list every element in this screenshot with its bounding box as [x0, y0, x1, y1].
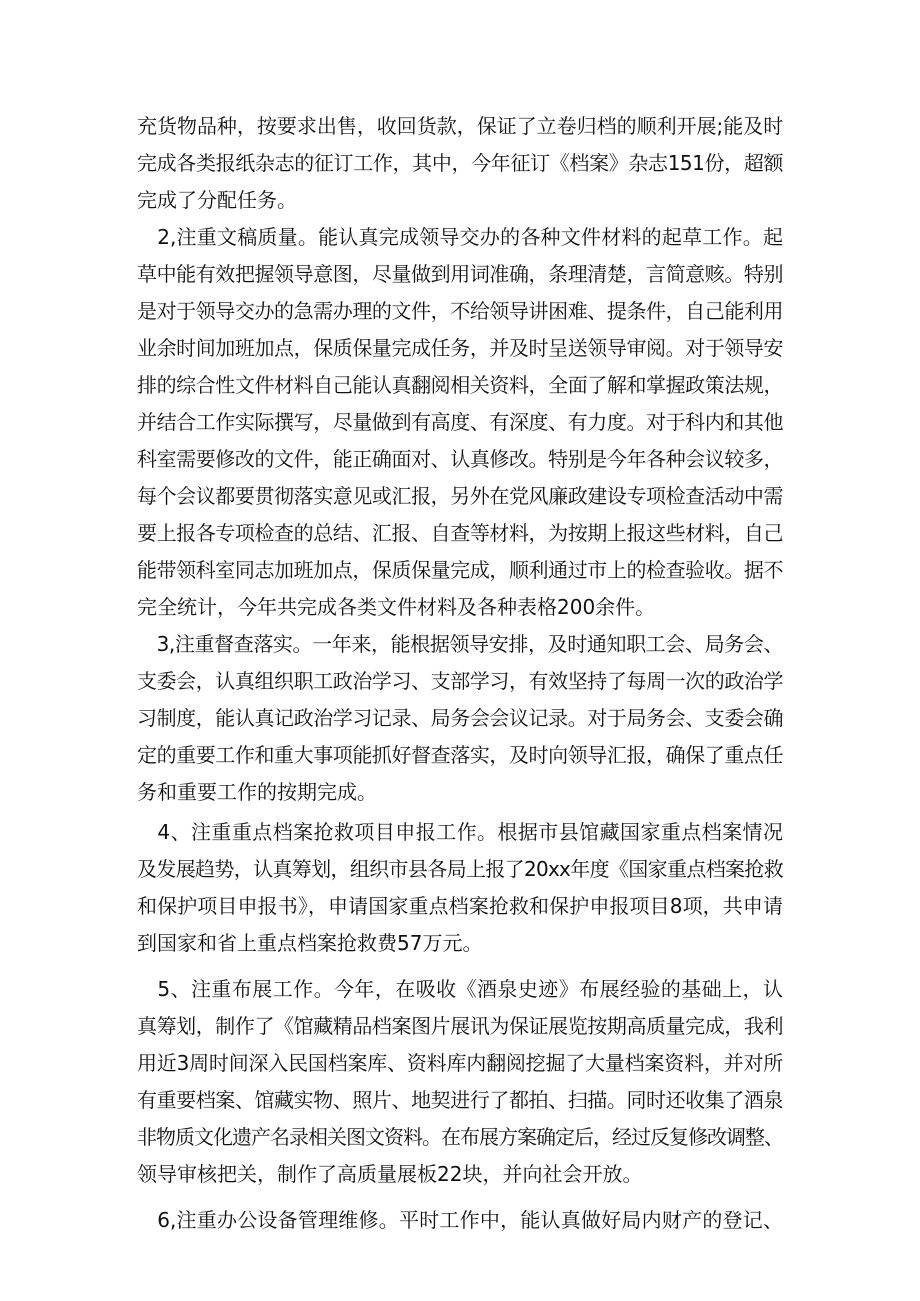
paragraph-3 — [137, 626, 783, 811]
text-line: 排的综合性文件材料自己能认真翻阅相关资料，全面了解和掌握政策法规， — [137, 373, 783, 397]
text-line: 草中能有效把握领导意图，尽量做到用词准确，条理清楚，言简意赅。特别 — [137, 262, 783, 286]
text-line: 是对于领导交办的急需办理的文件，不给领导讲困难、提条件，自己能利用 — [137, 299, 783, 323]
text-line: 充货物品种，按要求出售，收回货款，保证了立卷归档的顺利开展;能及时 — [137, 114, 783, 138]
text-line: 能带领科室同志加班加点，保质保量完成，顺利通过市上的检查验收。据不 — [137, 558, 783, 582]
text-line: 6,注重办公设备管理维修。平时工作中，能认真做好局内财产的登记、 — [137, 1208, 783, 1232]
text-line: 并结合工作实际撰写，尽量做到有高度、有深度、有力度。对于科内和其他 — [137, 410, 783, 434]
text-line: 定的重要工作和重大事项能抓好督查落实，及时向领导汇报，确保了重点任 — [137, 743, 783, 767]
text-line: 领导审核把关，制作了高质量展板22块，并向社会开放。 — [137, 1162, 643, 1186]
text-line: 到国家和省上重点档案抢救费57万元。 — [137, 931, 483, 955]
text-line: 完成了分配任务。 — [137, 188, 297, 212]
text-line: 和保护项目申报书》，申请国家重点档案抢救和保护申报项目8项，共申请 — [137, 894, 783, 918]
document-body — [137, 108, 783, 1239]
paragraph-2 — [137, 219, 783, 626]
paragraph-4 — [137, 814, 783, 962]
text-line: 及发展趋势，认真筹划，组织市县各局上报了20xx年度《国家重点档案抢救 — [137, 857, 783, 881]
text-line: 科室需要修改的文件，能正确面对、认真修改。特别是今年各种会议较多， — [137, 447, 783, 471]
text-line: 完全统计，今年共完成各类文件材料及各种表格200余件。 — [137, 595, 656, 619]
text-line: 4、注重重点档案抢救项目申报工作。根据市县馆藏国家重点档案情况 — [137, 820, 783, 844]
text-line: 3,注重督查落实。一年来，能根据领导安排，及时通知职工会、局务会、 — [137, 632, 783, 656]
text-line: 务和重要工作的按期完成。 — [137, 780, 377, 804]
paragraph-1 — [137, 108, 783, 219]
text-line: 要上报各专项检查的总结、汇报、自查等材料，为按期上报这些材料，自己 — [137, 521, 783, 545]
text-line: 5、注重布展工作。今年，在吸收《酒泉史迹》布展经验的基础上，认 — [137, 977, 783, 1001]
text-line: 支委会，认真组织职工政治学习、支部学习，有效坚持了每周一次的政治学 — [137, 669, 783, 693]
text-line: 用近3周时间深入民国档案库、资料库内翻阅挖掘了大量档案资料，并对所 — [137, 1051, 783, 1075]
text-line: 真筹划，制作了《馆藏精品档案图片展讯为保证展览按期高质量完成，我利 — [137, 1014, 783, 1038]
text-line: 习制度，能认真记政治学习记录、局务会会议记录。对于局务会、支委会确 — [137, 706, 783, 730]
paragraph-5 — [137, 971, 783, 1193]
text-line: 2,注重文稿质量。能认真完成领导交办的各种文件材料的起草工作。起 — [137, 225, 783, 249]
text-line: 完成各类报纸杂志的征订工作，其中，今年征订《档案》杂志151份，超额 — [137, 151, 783, 175]
text-line: 非物质文化遗产名录相关图文资料。在布展方案确定后，经过反复修改调整、 — [137, 1125, 783, 1149]
text-line: 业余时间加班加点，保质保量完成任务，并及时呈送领导审阅。对于领导安 — [137, 336, 783, 360]
text-line: 每个会议都要贯彻落实意见或汇报，另外在党风廉政建设专项检查活动中需 — [137, 484, 783, 508]
text-line: 有重要档案、馆藏实物、照片、地契进行了都拍、扫描。同时还收集了酒泉 — [137, 1088, 783, 1112]
paragraph-6 — [137, 1202, 783, 1239]
